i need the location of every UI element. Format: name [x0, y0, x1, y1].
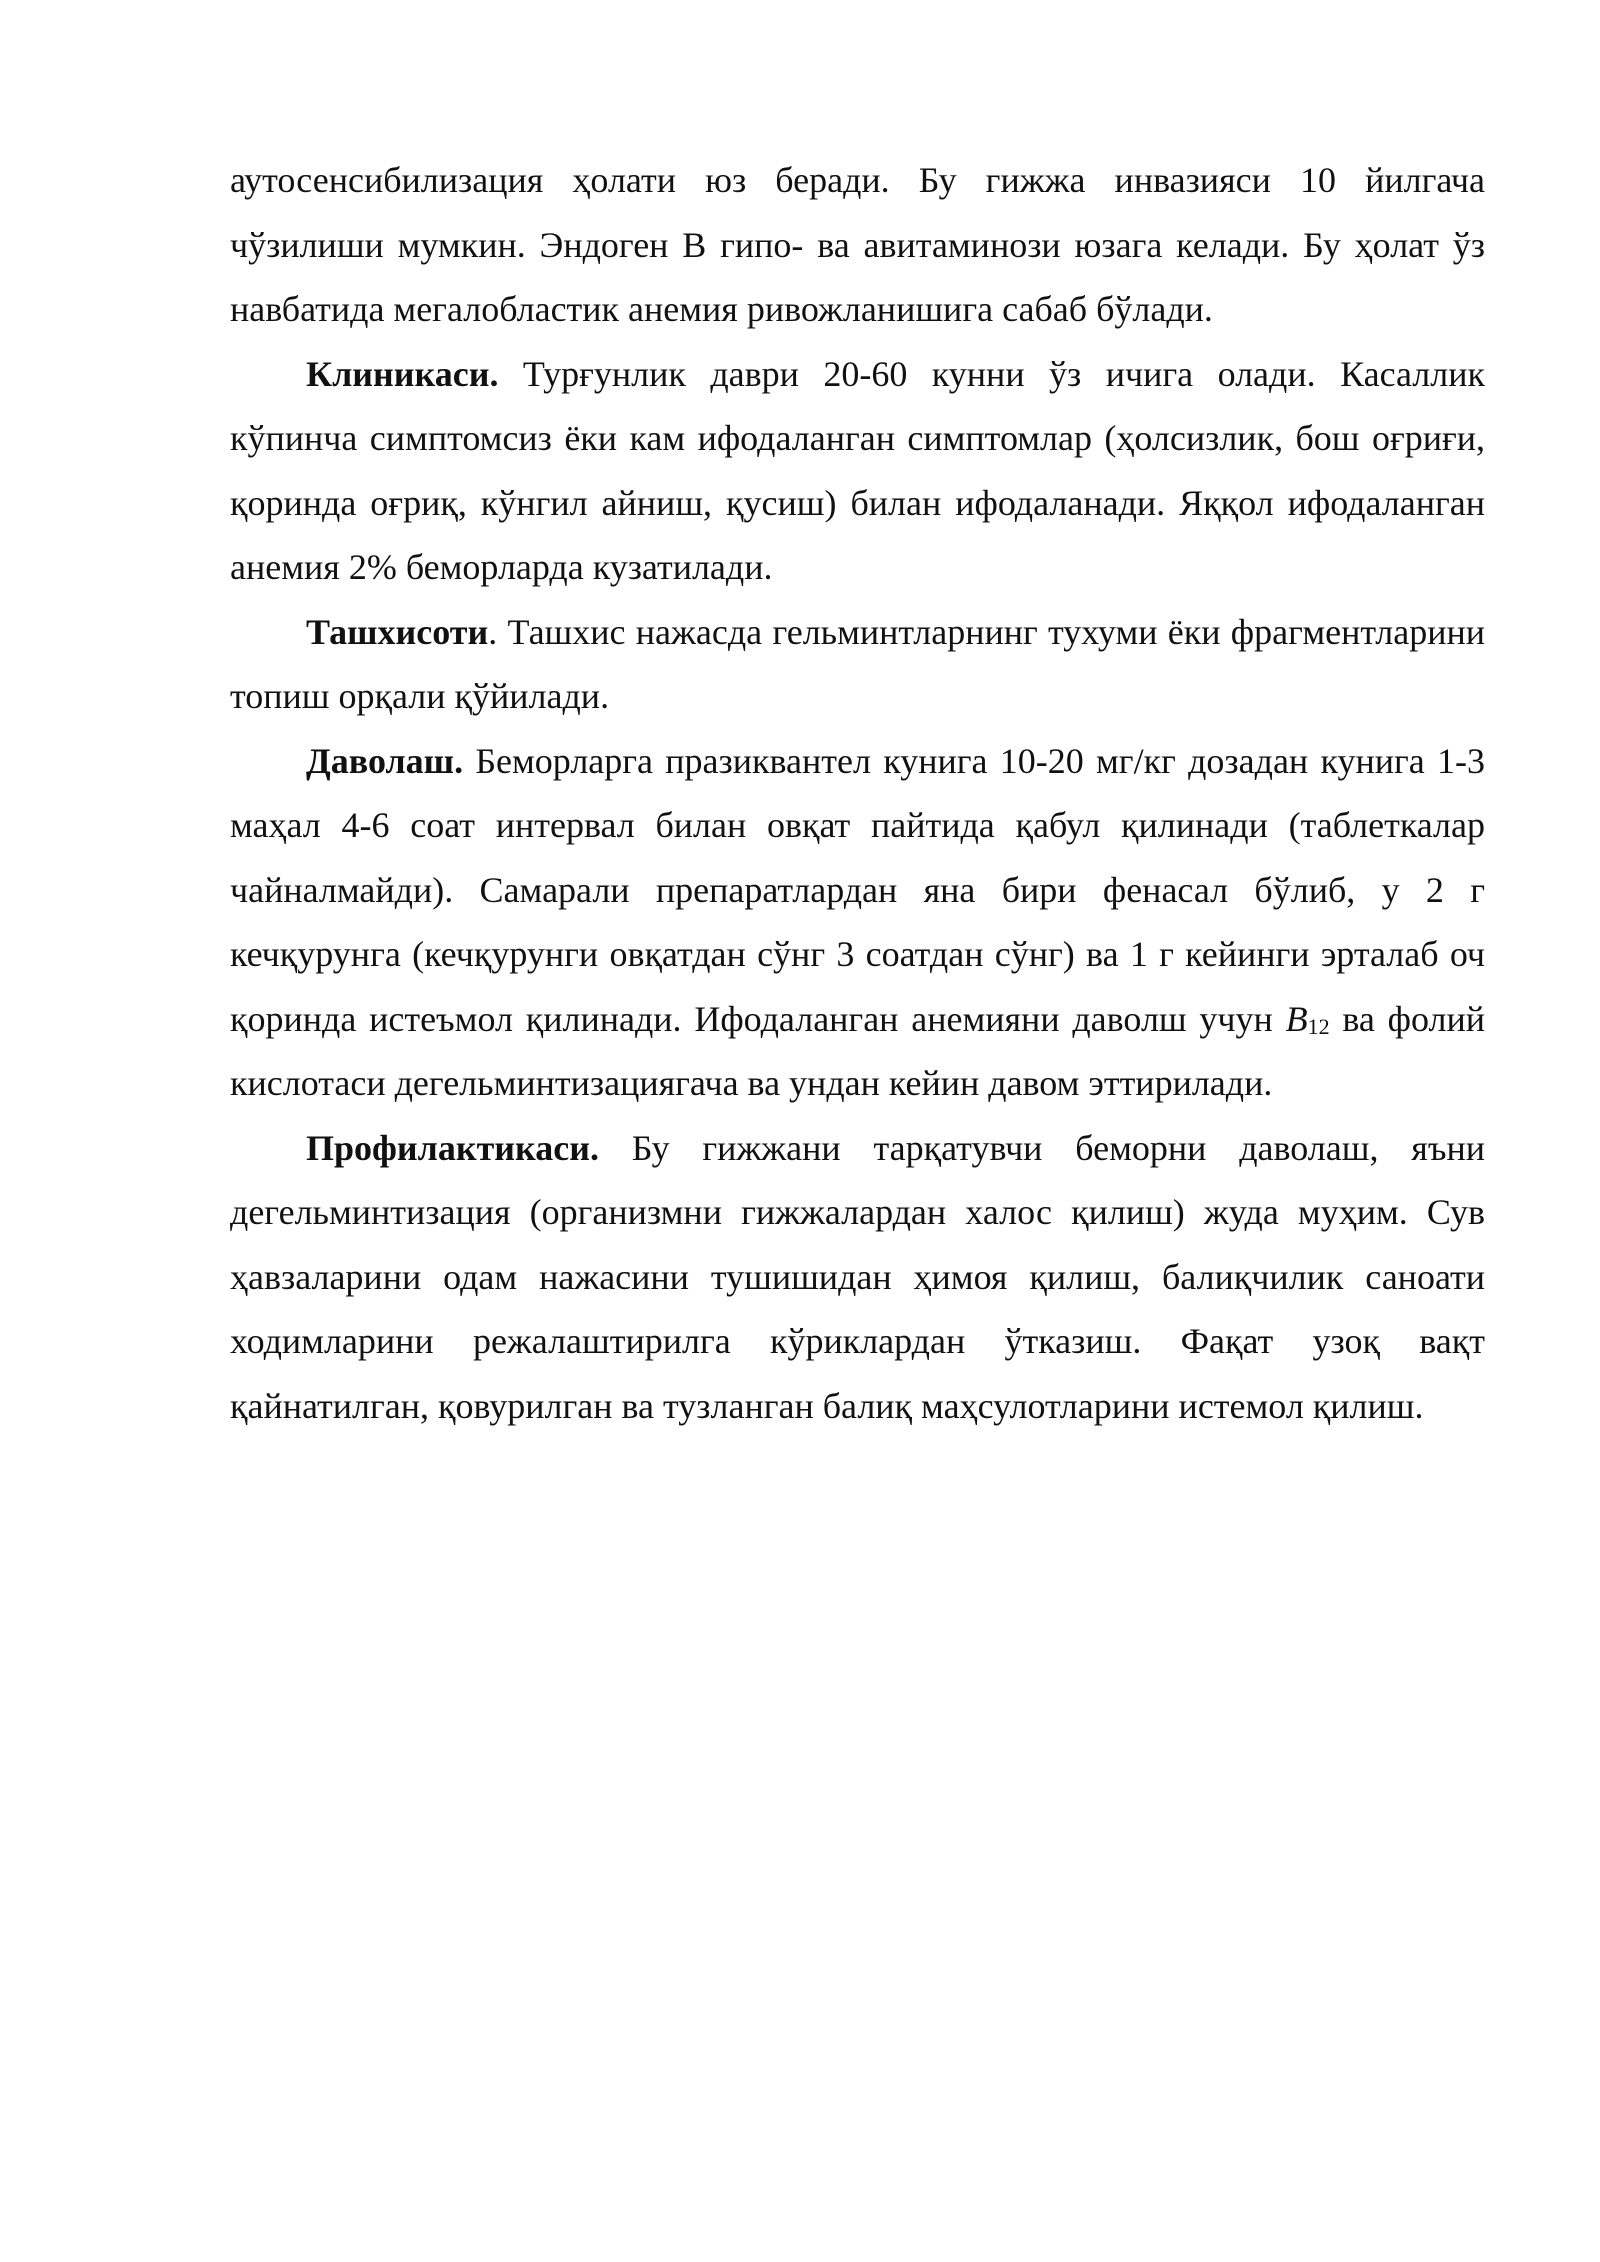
treatment-text-after: ва фолий кислотаси дегельминтизациягача ва ундан кейин давом эттирилади. [230, 998, 1485, 1103]
paragraph-clinic [230, 342, 1485, 600]
diagnosis-text: . Ташхис нажасда гельминтларнинг тухуми ёки фрагментларини топиш орқали қўйилади. [230, 611, 1485, 716]
prevention-text: Бу гижжани тарқатувчи беморни даволаш, яъни дегельминтизация (организмни гижжалардан халос қилиш) жуда муҳим. Сув ҳавзаларини одам нажасини тушишидан ҳимоя қилиш, балиқчилик саноати ходимларини режалаштирилга кўриклардан ўтказиш. Фақат узоқ вақт қайнатилган, қовурилган ва тузланган балиқ маҳсулотларини истемол қилиш. [230, 1127, 1485, 1426]
clinic-text: Турғунлик даври 20-60 кунни ўз ичига олади. Касаллик кўпинча симптомсиз ёки кам ифодаланган симптомлар (ҳолсизлик, бош оғриғи, қоринда оғриқ, кўнгил айниш, қусиш) билан ифодаланади. Яққол ифодаланган анемия 2% беморларда кузатилади. [230, 353, 1485, 587]
paragraph-intro-text: аутосенсибилизация ҳолати юз беради. Бу гижжа инвазияси 10 йилгача чўзилиши мумкин. Эндоген В гипо- ва авитаминози юзага келади. Бу ҳолат ўз навбатида мегалобластик анемия ривожланишига сабаб бўлади. [230, 160, 1485, 329]
prevention-heading: Профилактикаси. [306, 1127, 599, 1168]
paragraph-intro [230, 148, 1485, 342]
vitamin-subscript: 12 [1307, 1013, 1330, 1039]
treatment-heading: Даволаш. [306, 740, 464, 781]
clinic-heading: Клиникаси. [306, 353, 499, 394]
paragraph-diagnosis [230, 600, 1485, 729]
vitamin-b12-symbol [1286, 999, 1330, 1039]
paragraph-treatment [230, 729, 1485, 1116]
document-page [230, 148, 1485, 1438]
paragraph-prevention [230, 1116, 1485, 1439]
vitamin-letter: B [1285, 998, 1308, 1039]
treatment-text-before: Беморларга празиквантел кунига 10-20 мг/кг дозадан кунига 1-3 маҳал 4-6 соат интервал билан овқат пайтида қабул қилинади (таблеткалар чайналмайди). Самарали препаратлардан яна бири фенасал бўлиб, у 2 г кечқурунга (кечқурунги овқатдан сўнг 3 соатдан сўнг) ва 1 г кейинги эрталаб оч қоринда истеъмол қилинади. Ифодаланган анемияни даволш учун [230, 740, 1485, 1039]
diagnosis-heading: Ташхисоти [306, 611, 489, 652]
